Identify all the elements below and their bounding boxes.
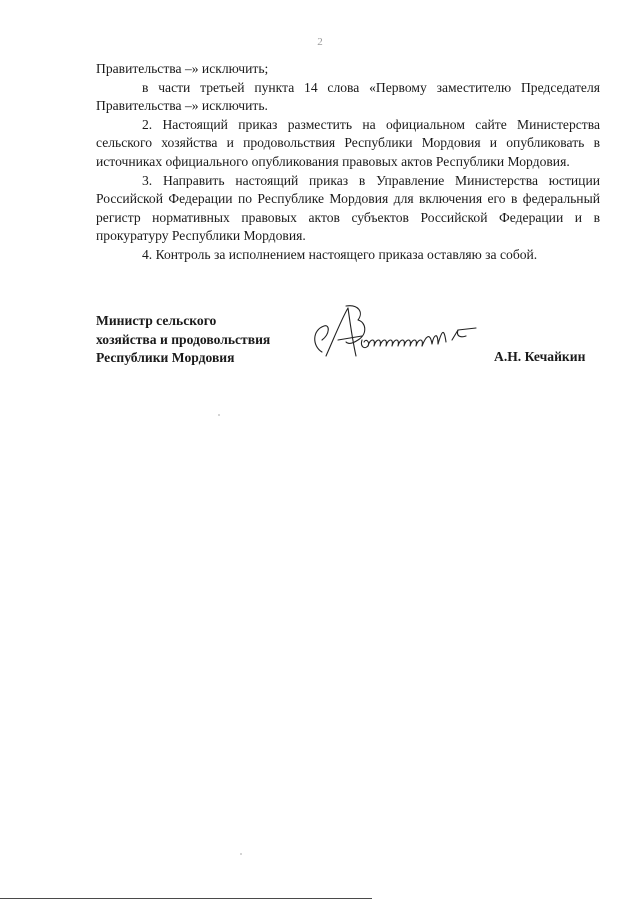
handwritten-signature — [308, 300, 484, 366]
signatory-title — [96, 312, 270, 368]
paragraph-amendment: в части третьей пункта 14 слова «Первому заместителю Председателя Правительства –» исключить. — [96, 79, 600, 114]
signatory-title-line: Министр сельского — [96, 313, 217, 328]
paragraph-registry: 3. Направить настоящий приказ в Управление Министерства юстиции Российской Федерации по Республике Мордовия для включения его в федеральный регистр нормативных правовых актов субъектов Российской Федерации и в прокуратуру Республики Мордовия. — [96, 172, 600, 244]
page-number: 2 — [317, 36, 323, 48]
paragraph-publication: 2. Настоящий приказ разместить на официальном сайте Министерства сельского хозяйства и продовольствия Республики Мордовия и опубликовать в источниках официального опубликования правовых актов Республики Мордовия. — [96, 116, 600, 169]
scan-speck — [240, 853, 242, 855]
scan-speck — [218, 414, 220, 416]
paragraph-continuation: Правительства –» исключить; — [96, 61, 269, 76]
document-body — [96, 60, 600, 265]
bottom-rule — [0, 898, 372, 899]
signatory-title-line: хозяйства и продовольствия — [96, 331, 271, 347]
paragraph-control: 4. Контроль за исполнением настоящего приказа оставляю за собой. — [142, 246, 538, 262]
signer-name: А.Н. Кечайкин — [494, 349, 586, 364]
signatory-title-line: Республики Мордовия — [96, 350, 235, 366]
